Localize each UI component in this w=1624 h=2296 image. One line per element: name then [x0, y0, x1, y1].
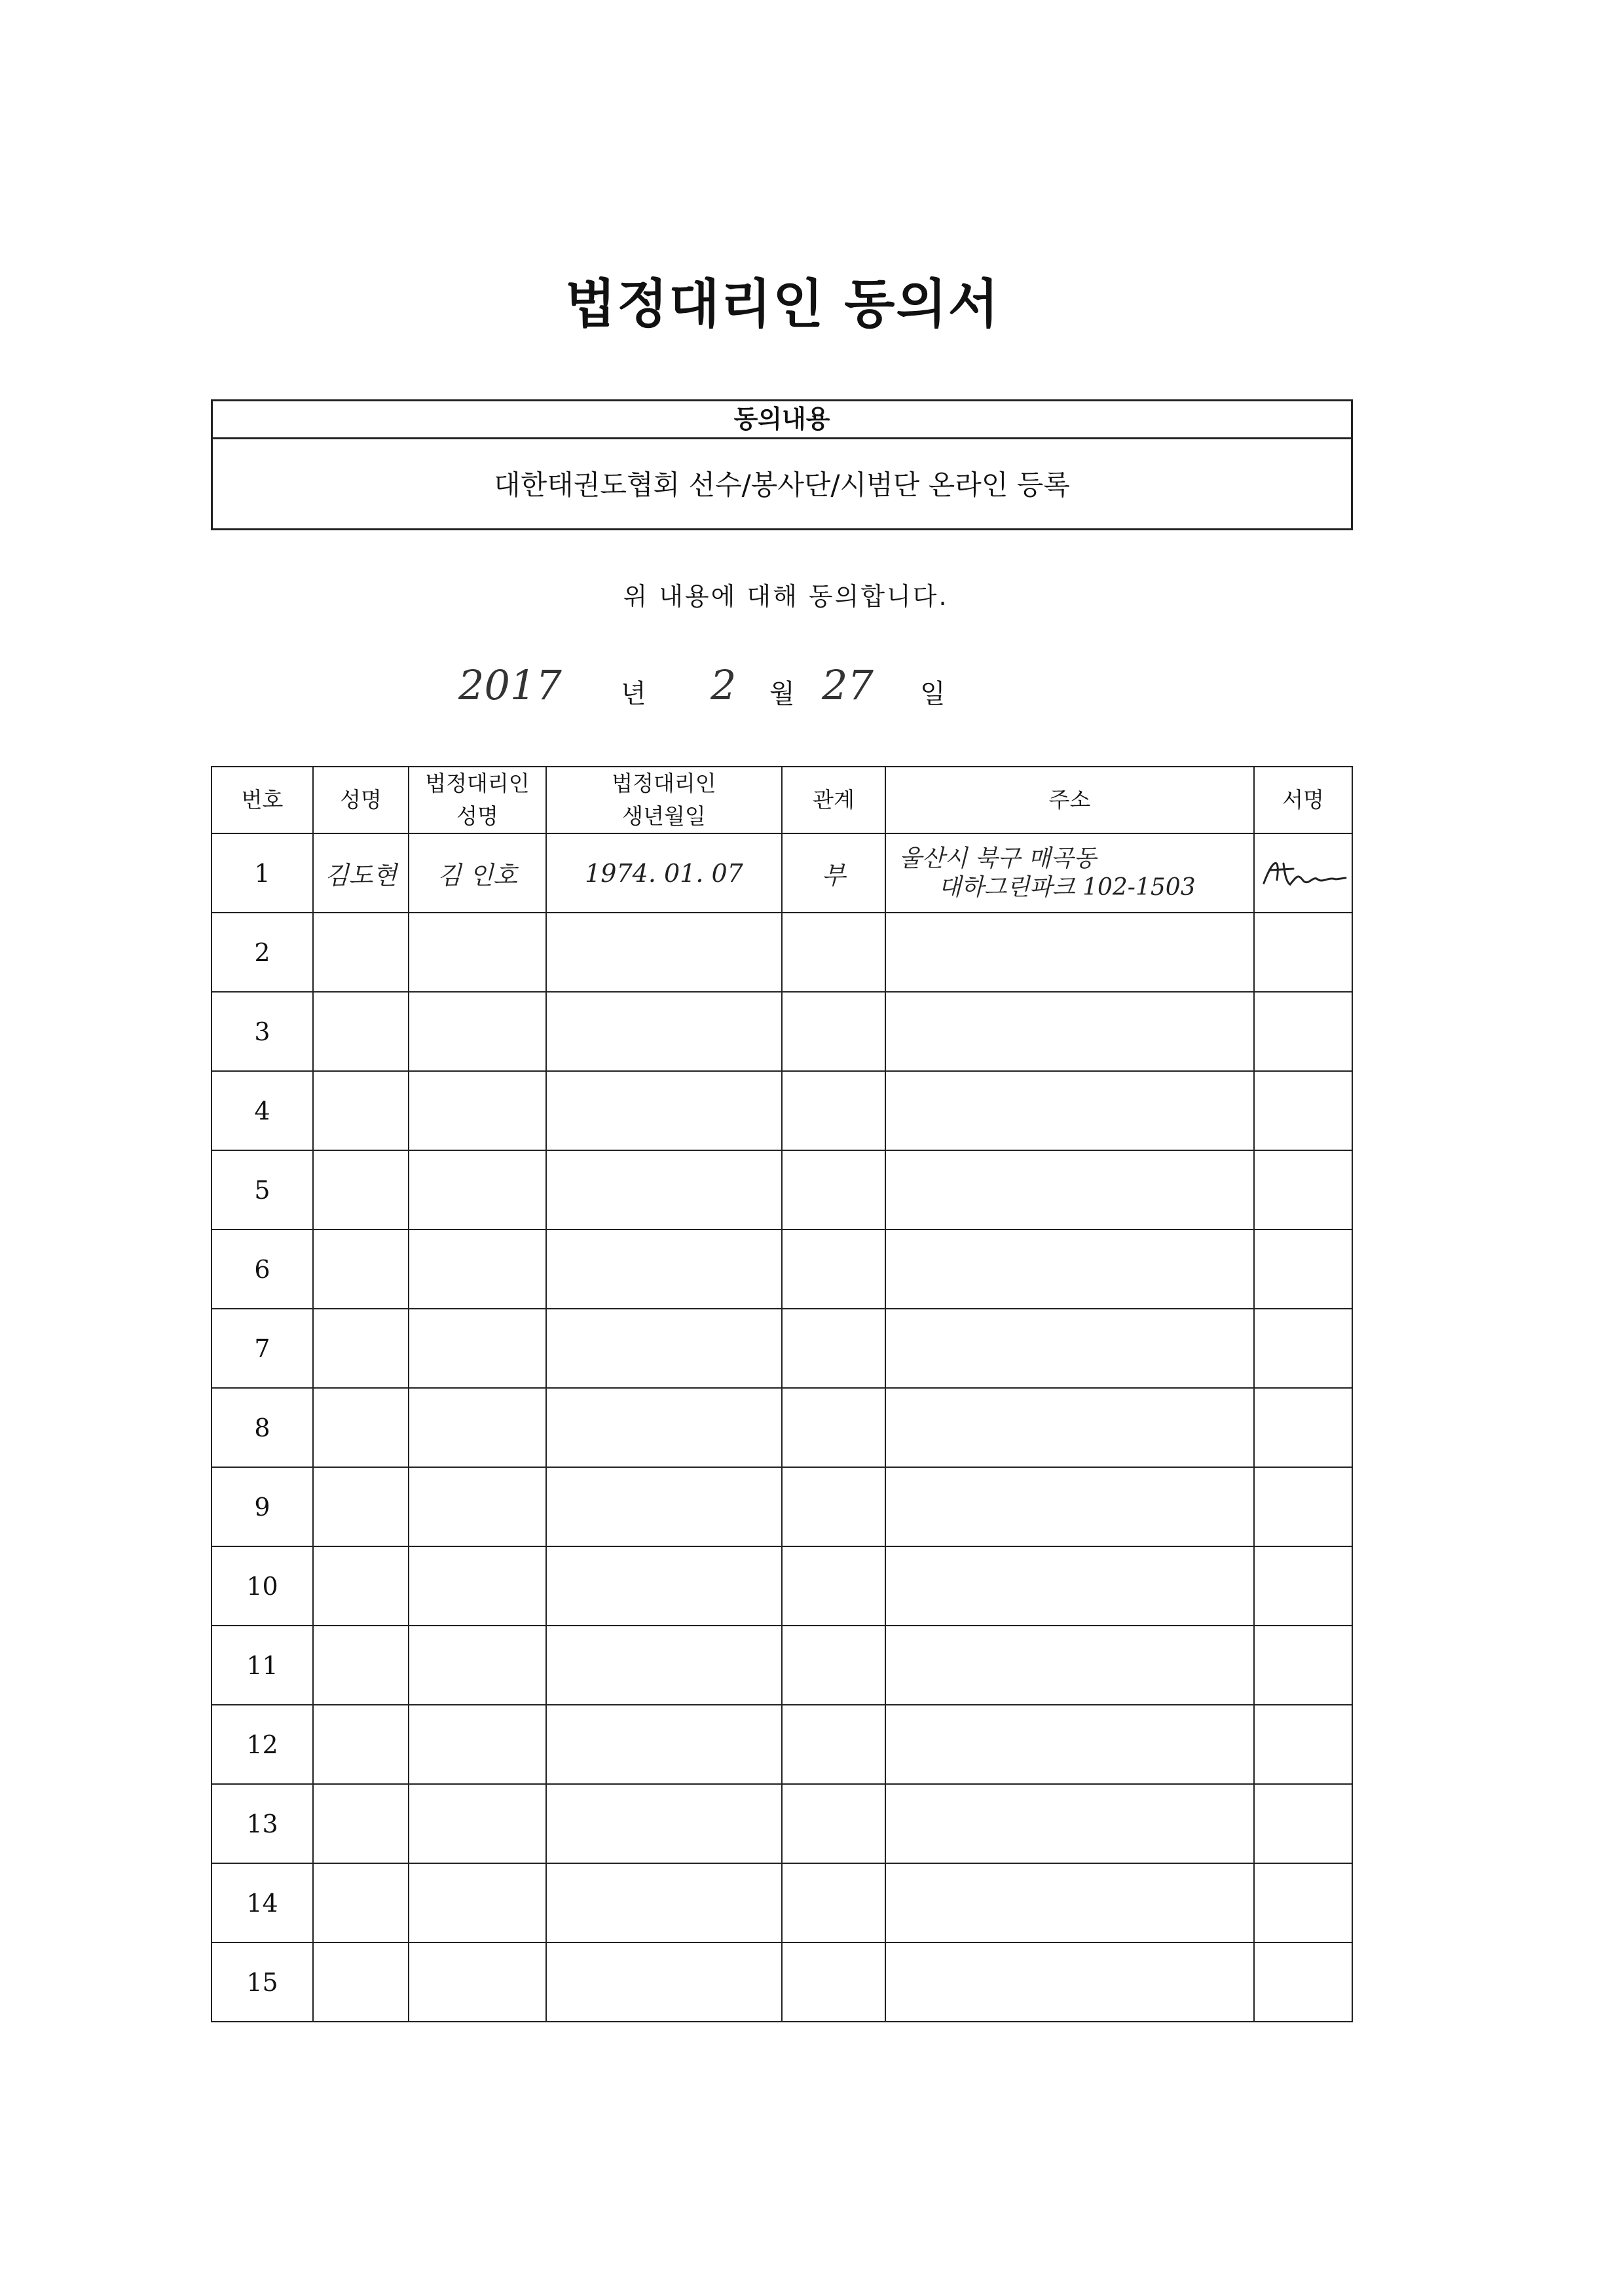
table-row [212, 1467, 1352, 1546]
table-row [212, 992, 1352, 1071]
row-number: 4 [212, 1071, 313, 1150]
row-number: 8 [212, 1388, 313, 1467]
date-month-handwritten: 2 [710, 661, 737, 709]
consent-text: 대한태권도협회 선수/봉사단/시범단 온라인 등록 [494, 469, 1070, 501]
consent-header: 동의내용 [213, 401, 1351, 439]
date-day-unit: 일 [920, 679, 946, 709]
row-number: 2 [212, 913, 313, 992]
applicant-name: 김도현 [313, 833, 409, 913]
guardian-address [885, 833, 1254, 913]
table-row [212, 1230, 1352, 1309]
address-line2: 대하그린파크 102-1503 [938, 873, 1196, 901]
header-guardian-name [409, 767, 546, 833]
date-line [0, 661, 1624, 733]
row-number: 7 [212, 1309, 313, 1388]
row-number: 3 [212, 992, 313, 1071]
guardian-birthdate: 1974. 01. 07 [546, 833, 782, 913]
table-row [212, 833, 1352, 913]
table-row [212, 1071, 1352, 1150]
guardian-roster-table [211, 766, 1353, 2022]
date-month-unit: 월 [769, 679, 795, 709]
table-row [212, 1784, 1352, 1863]
address-line1: 울산시 북구 매곡동 [899, 845, 1097, 872]
row-number: 11 [212, 1626, 313, 1705]
agreement-statement: 위 내용에 대해 동의합니다. [623, 582, 949, 611]
row-number: 12 [212, 1705, 313, 1784]
date-year-handwritten: 2017 [458, 661, 562, 709]
row-number: 5 [212, 1150, 313, 1230]
row-number: 15 [212, 1942, 313, 2022]
document-title: 법정대리인 동의서 [564, 274, 1001, 335]
table-row [212, 1942, 1352, 2022]
guardian-relation: 부 [782, 833, 885, 913]
row-number: 13 [212, 1784, 313, 1863]
header-address: 주소 [885, 767, 1254, 833]
table-row [212, 1705, 1352, 1784]
table-row [212, 1150, 1352, 1230]
row-number: 14 [212, 1863, 313, 1942]
table-row [212, 1388, 1352, 1467]
header-name: 성명 [313, 767, 409, 833]
table-header-row [212, 767, 1352, 833]
table-row [212, 1309, 1352, 1388]
consent-box [211, 399, 1353, 530]
handwritten-signature-icon [1257, 850, 1349, 896]
header-relation: 관계 [782, 767, 885, 833]
row-number: 9 [212, 1467, 313, 1546]
header-no: 번호 [212, 767, 313, 833]
row-number: 6 [212, 1230, 313, 1309]
table-row [212, 1546, 1352, 1626]
header-signature: 서명 [1254, 767, 1352, 833]
guardian-name: 김 인호 [409, 833, 546, 913]
header-guardian-birth-line2: 생년월일 [622, 803, 706, 829]
table-row [212, 1626, 1352, 1705]
header-guardian-name-line2: 성명 [456, 803, 498, 829]
row-number: 1 [212, 833, 313, 913]
date-year-unit: 년 [621, 679, 646, 709]
table-row [212, 1863, 1352, 1942]
header-guardian-name-line1: 법정대리인 [425, 771, 530, 796]
row-number: 10 [212, 1546, 313, 1626]
date-day-handwritten: 27 [822, 661, 874, 709]
guardian-signature [1254, 833, 1352, 913]
header-guardian-birth [546, 767, 782, 833]
header-guardian-birth-line1: 법정대리인 [612, 771, 716, 796]
table-row [212, 913, 1352, 992]
